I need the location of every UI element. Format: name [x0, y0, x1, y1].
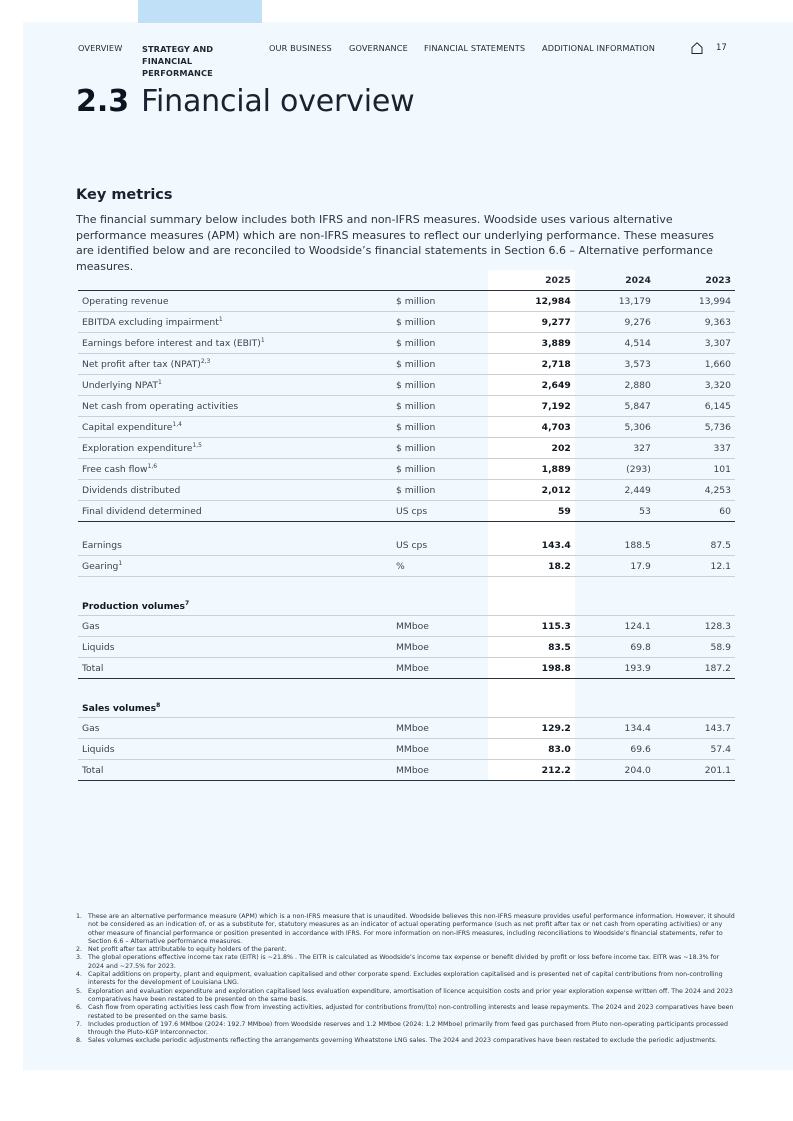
key-metrics-table — [78, 270, 735, 781]
footnote-item — [76, 913, 736, 946]
footnote-item — [76, 988, 736, 1005]
footnote-ref: 1,6 — [147, 462, 158, 470]
value-2023: 60 — [655, 501, 735, 522]
key-metrics-intro: The financial summary below includes both IFRS and non-IFRS measures. Woodside uses various alternative performance measures (APM) which are non-IFRS measures to reflect our underlying performance. These measures are identified below and are reconciled to Woodside’s financial statements in Section 6.6 – Alternative performance measures. — [76, 213, 714, 273]
footnote-item — [76, 1021, 736, 1038]
value-2025: 198.8 — [488, 658, 575, 679]
table-row — [78, 658, 735, 679]
row-label: Dividends distributed — [78, 480, 392, 501]
row-unit: $ million — [392, 480, 488, 501]
page-title — [76, 84, 414, 119]
footnote-text: The global operations effective income tax rate (EITR) is ~21.8% . The EITR is calculated as Woodside’s income tax expense or benefit divided by profit or loss before income tax. EITR was ~18.3% for 2024 and ~27.5% for 2023. — [88, 954, 720, 970]
value-2024: 69.6 — [575, 739, 655, 760]
footnote-ref: 1,4 — [172, 420, 182, 428]
footnote-ref: 1 — [118, 559, 123, 567]
row-label: Earnings — [78, 535, 392, 556]
row-label: Net cash from operating activities — [78, 396, 392, 417]
value-2025: 9,277 — [488, 312, 575, 333]
value-2024: 204.0 — [575, 760, 655, 781]
value-2023: 187.2 — [655, 658, 735, 679]
table-row — [78, 616, 735, 637]
value-2023: 5,736 — [655, 417, 735, 438]
page-number: 17 — [716, 43, 727, 53]
value-2025: 3,889 — [488, 333, 575, 354]
row-label: Earnings before interest and tax (EBIT)$^1$ — [78, 333, 392, 354]
group-heading-row — [78, 590, 735, 616]
value-2024: 9,276 — [575, 312, 655, 333]
table-spacer — [78, 577, 735, 591]
footnote-text: Includes production of 197.6 MMboe (2024: 192.7 MMboe) from Woodside reserves and 1.2 MMboe (2024: 1.2 MMboe) primarily from feed gas purchased from Pluto non-operating participants processed through the Pluto-KGP Interconnector. — [88, 1020, 729, 1037]
footnote-item — [76, 971, 736, 988]
table-row — [78, 354, 735, 375]
value-2024: 124.1 — [575, 616, 655, 637]
value-2025: 1,889 — [488, 459, 575, 480]
value-2024: 2,449 — [575, 480, 655, 501]
value-2025: 83.0 — [488, 739, 575, 760]
footnote-item — [76, 1037, 736, 1045]
row-unit: MMboe — [392, 658, 488, 679]
footnote-item — [76, 954, 736, 971]
row-unit: $ million — [392, 333, 488, 354]
row-label: Liquids — [78, 637, 392, 658]
value-2023: 337 — [655, 438, 735, 459]
row-label: Gearing$^1$ — [78, 556, 392, 577]
value-2023: 87.5 — [655, 535, 735, 556]
table-row — [78, 312, 735, 333]
table-row — [78, 438, 735, 459]
footnote-ref: 1 — [218, 315, 223, 323]
row-label: Capital expenditure$^{1,4}$ — [78, 417, 392, 438]
row-unit: $ million — [392, 291, 488, 312]
footnote-item — [76, 946, 736, 954]
value-2024: 193.9 — [575, 658, 655, 679]
table-row — [78, 396, 735, 417]
table-row — [78, 375, 735, 396]
value-2025: 2,012 — [488, 480, 575, 501]
row-unit: MMboe — [392, 637, 488, 658]
value-2025: 7,192 — [488, 396, 575, 417]
value-2025: 129.2 — [488, 718, 575, 739]
footnote-ref: 1 — [260, 336, 265, 344]
value-2023: 3,320 — [655, 375, 735, 396]
col-2025: 2025 — [488, 270, 575, 291]
row-unit: $ million — [392, 354, 488, 375]
group-heading: Sales volumes — [82, 703, 157, 714]
row-label: Underlying NPAT$^1$ — [78, 375, 392, 396]
home-icon[interactable] — [690, 41, 704, 55]
footnote-text: Exploration and evaluation expenditure and exploration capitalised less evaluation expenditure, amortisation of licence acquisition costs and prior year exploration expense written off. The 2024 and 2023 comparatives have been restated to be presented on the same basis. — [88, 987, 733, 1003]
table-row — [78, 556, 735, 577]
nav-item-overview[interactable]: OVERVIEW — [78, 43, 123, 53]
footnote-text: Capital additions on property, plant and equipment, evaluation capitalised and other corporate spend. Excludes exploration capitalised and is presented net of capital contributions from non-controlling interests for the development of Louisiana LNG. — [88, 971, 723, 987]
value-2024: 4,514 — [575, 333, 655, 354]
value-2025: 83.5 — [488, 637, 575, 658]
row-label: Operating revenue — [78, 291, 392, 312]
footnote-number: 6. — [76, 1004, 83, 1012]
row-label: Final dividend determined — [78, 501, 392, 522]
value-2025: 18.2 — [488, 556, 575, 577]
table-row — [78, 535, 735, 556]
row-unit: MMboe — [392, 718, 488, 739]
row-label: Total — [78, 658, 392, 679]
footnote-ref: 1,5 — [192, 441, 202, 449]
value-2024: 3,573 — [575, 354, 655, 375]
table-row — [78, 417, 735, 438]
nav-item-governance[interactable]: GOVERNANCE — [349, 43, 408, 53]
value-2025: 143.4 — [488, 535, 575, 556]
row-unit: $ million — [392, 438, 488, 459]
value-2024: 188.5 — [575, 535, 655, 556]
footnote-text: Sales volumes exclude periodic adjustments reflecting the arrangements governing Wheatstone LNG sales. The 2024 and 2023 comparatives have been restated to exclude the periodic adjustments. — [88, 1037, 717, 1045]
table-row — [78, 459, 735, 480]
value-2024: 2,880 — [575, 375, 655, 396]
nav-item-strategy[interactable]: STRATEGY AND FINANCIAL PERFORMANCE — [142, 44, 214, 78]
row-label: Net profit after tax (NPAT)$^{2,3}$ — [78, 354, 392, 375]
value-2024: 13,179 — [575, 291, 655, 312]
value-2025: 2,718 — [488, 354, 575, 375]
value-2023: 201.1 — [655, 760, 735, 781]
value-2023: 57.4 — [655, 739, 735, 760]
value-2024: 53 — [575, 501, 655, 522]
footnotes — [76, 913, 736, 1046]
value-2025: 212.2 — [488, 760, 575, 781]
footnote-text: These are an alternative performance measure (APM) which is a non-IFRS measure that is unaudited. Woodside believes this non-IFRS measure provides useful performance information. However, it should not be considered as an indication of, or as a substitute for, statutory measures as an indicator of actual operating performance (such as net profit after tax or net cash from operating activities) or any other measure of financial performance or position presented in accordance with IFRS. For more information on non-IFRS measures, including reconciliations to Woodside’s financial statements, refer to Section 6.6 – Alternative performance measures. — [88, 913, 735, 945]
table-row — [78, 718, 735, 739]
table-row — [78, 501, 735, 522]
section-title: Financial overview — [141, 84, 415, 119]
value-2023: 9,363 — [655, 312, 735, 333]
row-unit: MMboe — [392, 760, 488, 781]
table-row — [78, 333, 735, 354]
table-row — [78, 760, 735, 781]
value-2024: 327 — [575, 438, 655, 459]
row-unit: $ million — [392, 375, 488, 396]
table-row — [78, 480, 735, 501]
nav-item-additional-information[interactable]: ADDITIONAL INFORMATION — [542, 43, 655, 53]
row-label: Gas — [78, 616, 392, 637]
footnote-number: 2. — [76, 946, 83, 954]
nav-item-our-business[interactable]: OUR BUSINESS — [269, 43, 332, 53]
col-2023: 2023 — [655, 270, 735, 291]
footnote-number: 5. — [76, 987, 83, 995]
value-2023: 13,994 — [655, 291, 735, 312]
value-2024: 5,847 — [575, 396, 655, 417]
footnote-ref: 2,3 — [200, 357, 211, 365]
value-2023: 1,660 — [655, 354, 735, 375]
footnote-number: 4. — [76, 971, 83, 979]
table-spacer — [78, 522, 735, 536]
row-label: Free cash flow$^{1,6}$ — [78, 459, 392, 480]
row-unit: $ million — [392, 312, 488, 333]
nav-item-financial-statements[interactable]: FINANCIAL STATEMENTS — [424, 43, 526, 53]
value-2024: 134.4 — [575, 718, 655, 739]
row-unit: $ million — [392, 459, 488, 480]
value-2025: 59 — [488, 501, 575, 522]
value-2023: 101 — [655, 459, 735, 480]
footnote-number: 8. — [76, 1037, 83, 1045]
value-2025: 202 — [488, 438, 575, 459]
row-label: Total — [78, 760, 392, 781]
value-2024: 5,306 — [575, 417, 655, 438]
value-2024: (293) — [575, 459, 655, 480]
footnote-number: 7. — [76, 1020, 83, 1028]
value-2023: 3,307 — [655, 333, 735, 354]
value-2025: 4,703 — [488, 417, 575, 438]
table-spacer — [78, 679, 735, 693]
row-unit: $ million — [392, 417, 488, 438]
group-heading: Production volumes — [82, 601, 185, 612]
table-row — [78, 291, 735, 312]
table-header-row — [78, 270, 735, 291]
value-2023: 58.9 — [655, 637, 735, 658]
row-label: Exploration expenditure$^{1,5}$ — [78, 438, 392, 459]
footnote-ref: 8 — [156, 701, 161, 709]
footnote-text: Cash flow from operating activities less cash flow from investing activities, adjusted for contributions from/(to) non-controlling interests and lease repayments. The 2024 and 2023 comparatives have been restated to be presented on the same basis. — [88, 1004, 734, 1020]
key-metrics-heading: Key metrics — [76, 187, 173, 203]
footnote-item — [76, 1004, 736, 1021]
value-2023: 143.7 — [655, 718, 735, 739]
row-unit: MMboe — [392, 739, 488, 760]
row-unit: % — [392, 556, 488, 577]
footnote-number: 3. — [76, 954, 83, 962]
value-2025: 12,984 — [488, 291, 575, 312]
value-2025: 115.3 — [488, 616, 575, 637]
value-2024: 69.8 — [575, 637, 655, 658]
row-unit: US cps — [392, 535, 488, 556]
group-heading-row — [78, 692, 735, 718]
value-2023: 128.3 — [655, 616, 735, 637]
section-number: 2.3 — [76, 84, 130, 119]
row-unit: US cps — [392, 501, 488, 522]
footnote-text: Net profit after tax attributable to equity holders of the parent. — [88, 946, 287, 954]
table-row — [78, 637, 735, 658]
row-label: Gas — [78, 718, 392, 739]
table-row — [78, 739, 735, 760]
footnote-ref: 7 — [185, 599, 190, 607]
section-tab-marker — [138, 0, 262, 23]
row-unit: MMboe — [392, 616, 488, 637]
value-2023: 12.1 — [655, 556, 735, 577]
row-unit: $ million — [392, 396, 488, 417]
value-2024: 17.9 — [575, 556, 655, 577]
col-2024: 2024 — [575, 270, 655, 291]
value-2025: 2,649 — [488, 375, 575, 396]
value-2023: 6,145 — [655, 396, 735, 417]
row-label: Liquids — [78, 739, 392, 760]
footnote-number: 1. — [76, 913, 83, 920]
value-2023: 4,253 — [655, 480, 735, 501]
footnote-ref: 1 — [157, 378, 162, 386]
row-label: EBITDA excluding impairment$^1$ — [78, 312, 392, 333]
